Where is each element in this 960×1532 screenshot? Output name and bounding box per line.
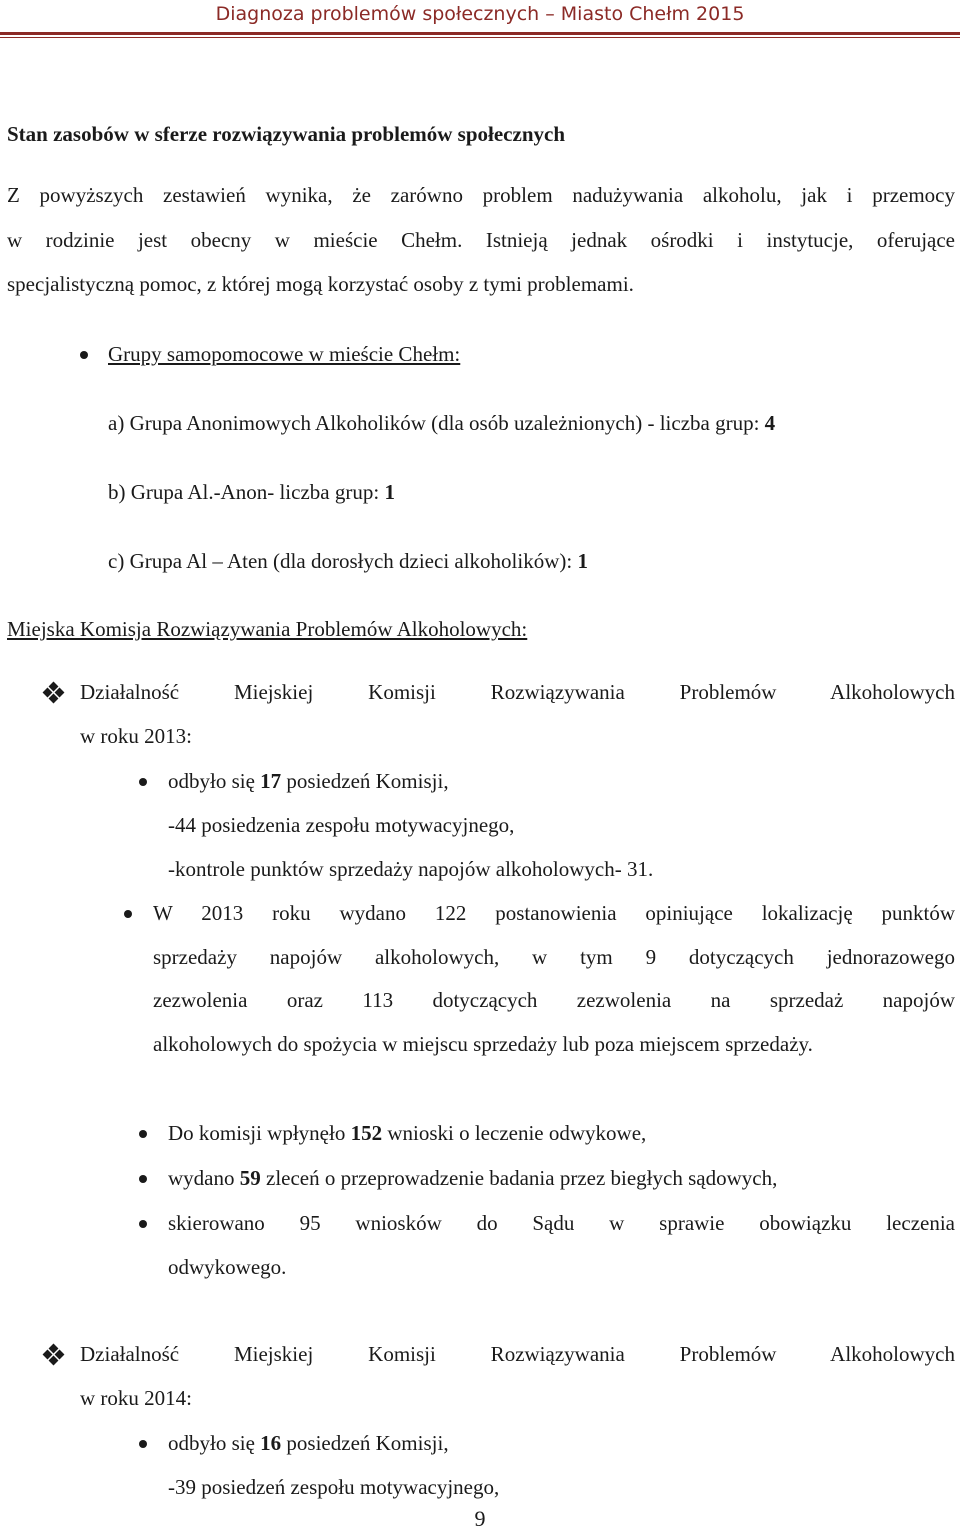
team-2013: -44 posiedzenia zespołu motywacyjnego, — [168, 813, 515, 837]
meetings-2014-post: posiedzeń Komisji, — [281, 1431, 449, 1455]
orders-pre: wydano — [168, 1166, 240, 1190]
commission-title: Miejska Komisja Rozwiązywania Problemów Alkoholowych: — [7, 617, 528, 641]
permits-line-4: alkoholowych do spożycia w miejscu sprzedaży lub poza miejscem sprzedaży. — [153, 1032, 813, 1056]
group-a — [108, 411, 775, 436]
meetings-2013-value: 17 — [260, 769, 282, 793]
bullet-icon — [139, 1440, 147, 1448]
intro-line-3: specjalistyczną pomoc, z której mogą korzystać osoby z tymi problemami. — [7, 272, 634, 296]
permits-line-2: sprzedaży napojów alkoholowych, w tym 9 dotyczących jednorazowego — [153, 945, 955, 969]
diamond-bullet-icon — [44, 1345, 62, 1363]
controls-2013: -kontrole punktów sprzedaży napojów alkoholowych- 31. — [168, 857, 654, 881]
meetings-2013 — [168, 769, 449, 794]
heading-2014-line-1: Działalność Miejskiej Komisji Rozwiązywania Problemów Alkoholowych — [80, 1342, 955, 1366]
group-c-value: 1 — [577, 549, 588, 573]
requests-2013 — [168, 1121, 646, 1146]
bullet-icon — [124, 910, 132, 918]
running-header: Diagnoza problemów społecznych – Miasto Chełm 2015 — [215, 3, 745, 25]
orders-value: 59 — [239, 1166, 261, 1190]
bullet-icon — [139, 1220, 147, 1228]
heading-2013-line-2: w roku 2013: — [80, 724, 192, 748]
group-b-value: 1 — [384, 480, 395, 504]
requests-value: 152 — [350, 1121, 383, 1145]
orders-2013 — [168, 1166, 777, 1191]
group-b-text: b) Grupa Al.-Anon- liczba grup: — [108, 480, 385, 504]
bullet-icon — [80, 351, 88, 359]
heading-2014-line-2: w roku 2014: — [80, 1386, 192, 1410]
group-a-value: 4 — [764, 411, 776, 435]
permits-line-3: zezwolenia oraz 113 dotyczących zezwolenia na sprzedaż napojów — [153, 988, 955, 1012]
court-line-2: odwykowego. — [168, 1255, 287, 1279]
diamond-bullet-icon — [44, 683, 62, 701]
header-rule — [0, 32, 960, 35]
bullet-icon — [139, 1130, 147, 1138]
page-number: 9 — [474, 1506, 486, 1531]
group-c-text: c) Grupa Al – Aten (dla dorosłych dzieci alkoholików): — [108, 549, 578, 573]
group-b — [108, 480, 395, 505]
heading-2013-line-1: Działalność Miejskiej Komisji Rozwiązywania Problemów Alkoholowych — [80, 680, 955, 704]
meetings-2014 — [168, 1431, 449, 1456]
group-c — [108, 549, 588, 574]
section-heading: Stan zasobów w sferze rozwiązywania problemów społecznych — [7, 122, 566, 146]
court-line-1: skierowano 95 wniosków do Sądu w sprawie obowiązku leczenia — [168, 1211, 955, 1235]
meetings-2013-post: posiedzeń Komisji, — [281, 769, 449, 793]
bullet-icon — [139, 1175, 147, 1183]
permits-line-1: W 2013 roku wydano 122 postanowienia opiniujące lokalizację punktów — [153, 901, 955, 925]
orders-post: zleceń o przeprowadzenie badania przez biegłych sądowych, — [260, 1166, 778, 1190]
intro-line-2: w rodzinie jest obecny w mieście Chełm. Istnieją jednak ośrodki i instytucje, oferujące — [7, 228, 955, 252]
team-2014: -39 posiedzeń zespołu motywacyjnego, — [168, 1475, 500, 1499]
groups-title: Grupy samopomocowe w mieście Chełm: — [108, 342, 461, 366]
intro-line-1: Z powyższych zestawień wynika, że zarówno problem nadużywania alkoholu, jak i przemocy — [7, 183, 955, 207]
meetings-2014-value: 16 — [260, 1431, 282, 1455]
requests-post: wnioski o leczenie odwykowe, — [382, 1121, 647, 1145]
header-rule-thin — [0, 37, 960, 38]
meetings-2013-pre: odbyło się — [168, 769, 261, 793]
group-a-text: a) Grupa Anonimowych Alkoholików (dla osób uzależnionych) - liczba grup: — [108, 411, 765, 435]
requests-pre: Do komisji wpłynęło — [168, 1121, 351, 1145]
meetings-2014-pre: odbyło się — [168, 1431, 261, 1455]
bullet-icon — [139, 778, 147, 786]
